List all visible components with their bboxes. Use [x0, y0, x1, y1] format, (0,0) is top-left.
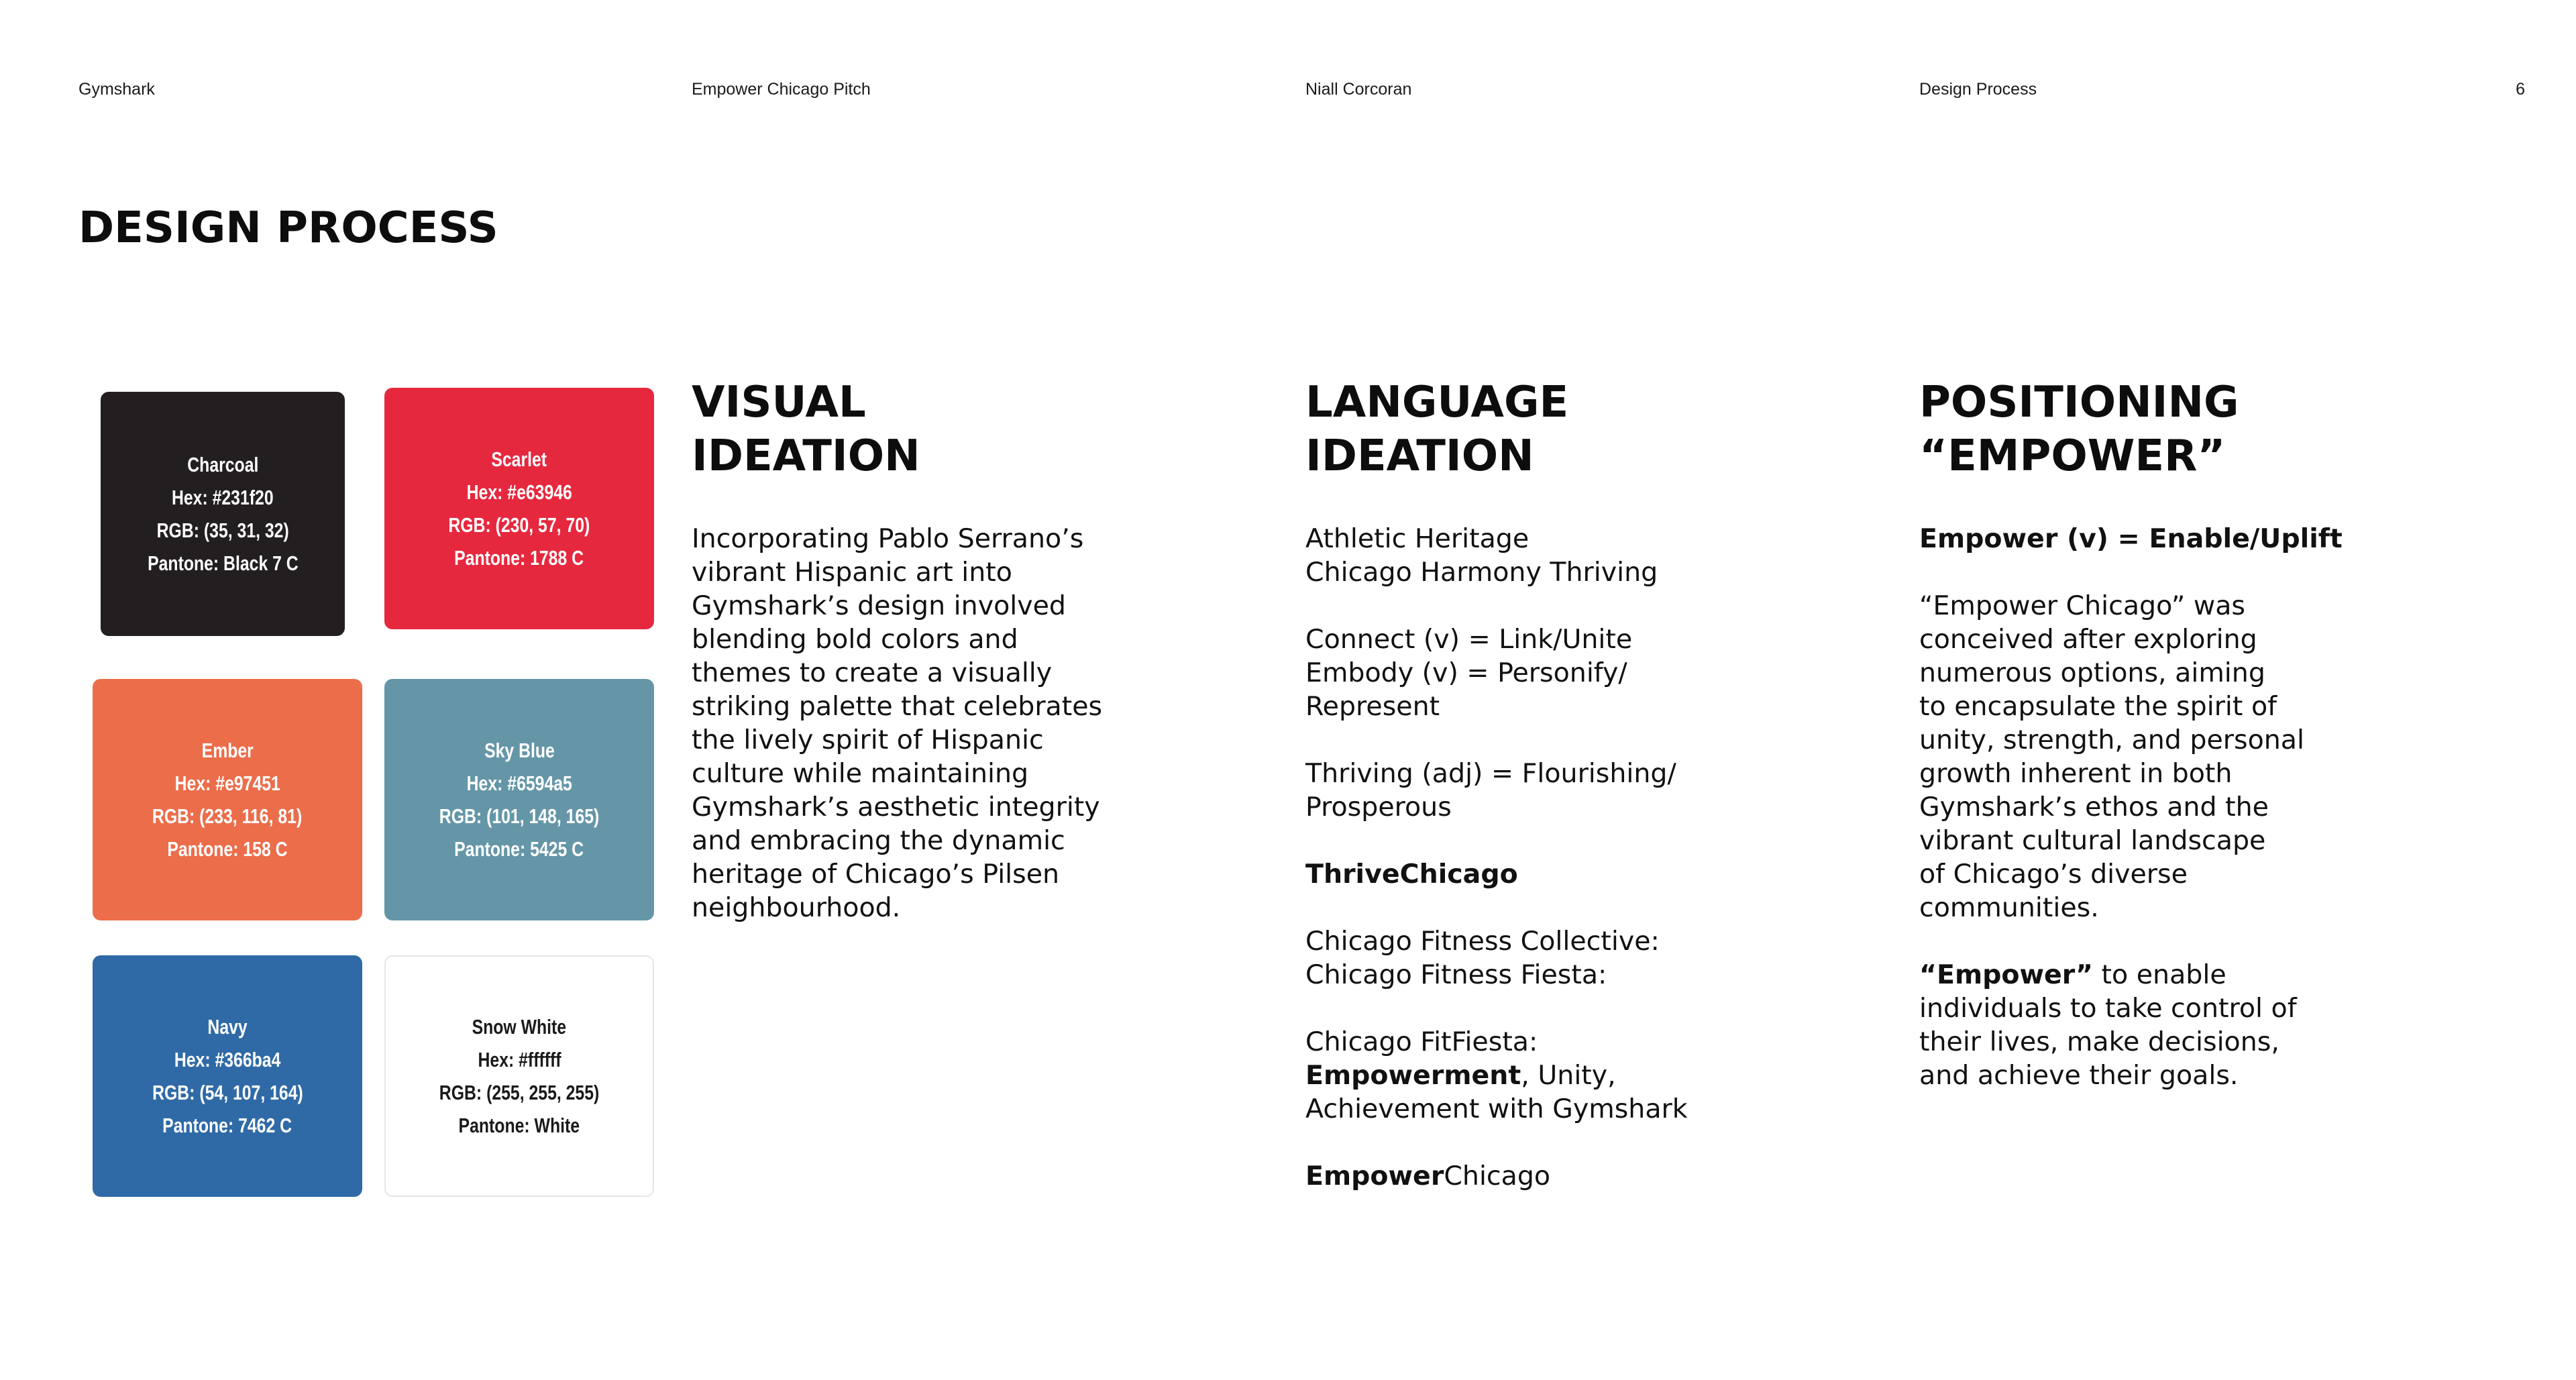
- swatch-name: Charcoal: [186, 453, 259, 476]
- heading-line: “EMPOWER”: [1919, 431, 2226, 481]
- text-line: and achieve their goals.: [1919, 1060, 2239, 1091]
- swatch-pantone: Pantone: White: [458, 1114, 580, 1137]
- swatch-hex: Hex: #231f20: [172, 486, 274, 509]
- heading-line: LANGUAGE: [1305, 378, 1569, 427]
- page-title: DESIGN PROCESS: [78, 203, 498, 253]
- text-line: Gymshark’s aesthetic integrity: [692, 792, 1100, 822]
- bold-term: Empower (v) = Enable/Uplift: [1919, 523, 2343, 554]
- swatch-name: Sky Blue: [484, 739, 555, 762]
- text-fragment: Chicago: [1444, 1161, 1551, 1191]
- text-line: heritage of Chicago’s Pilsen: [692, 859, 1060, 890]
- header-project: Empower Chicago Pitch: [692, 80, 871, 99]
- text-line: striking palette that celebrates: [692, 691, 1103, 722]
- positioning-paragraph: [1919, 992, 2402, 1092]
- swatch-rgb: RGB: (54, 107, 164): [152, 1081, 303, 1104]
- language-ideation-section: [1305, 376, 1788, 1193]
- swatch-rgb: RGB: (35, 31, 32): [156, 519, 289, 542]
- text-line: “Empower Chicago” was: [1919, 590, 2245, 621]
- swatch-hex: Hex: #6594a5: [466, 772, 572, 795]
- text-line: Represent: [1305, 691, 1440, 722]
- swatch-rgb: RGB: (101, 148, 165): [439, 804, 600, 828]
- swatch-pantone: Pantone: Black 7 C: [147, 551, 299, 575]
- visual-ideation-section: [692, 376, 1175, 924]
- text-line: Chicago Fitness Fiesta:: [1305, 959, 1607, 990]
- swatch-name: Snow White: [472, 1015, 567, 1039]
- swatch-hex: Hex: #ffffff: [478, 1048, 561, 1071]
- swatch-pantone: Pantone: 7462 C: [162, 1114, 292, 1137]
- visual-ideation-heading: [692, 376, 1175, 483]
- bold-term: Empowerment: [1305, 1060, 1521, 1091]
- text-line: Prosperous: [1305, 792, 1452, 822]
- text-line: communities.: [1919, 892, 2099, 923]
- text-line: Gymshark’s design involved: [692, 590, 1066, 621]
- text-line: their lives, make decisions,: [1919, 1026, 2279, 1057]
- text-line: of Chicago’s diverse: [1919, 859, 2188, 890]
- text-line: unity, strength, and personal: [1919, 725, 2304, 755]
- text-line: Chicago FitFiesta:: [1305, 1026, 1538, 1057]
- swatch-scarlet: [384, 388, 654, 629]
- swatch-snow-white: [384, 955, 654, 1197]
- heading-line: IDEATION: [1305, 431, 1534, 481]
- header-brand: Gymshark: [78, 80, 155, 99]
- swatch-hex: Hex: #366ba4: [174, 1048, 281, 1071]
- swatch-ember: [93, 679, 362, 920]
- text-line: Chicago Fitness Collective:: [1305, 926, 1660, 957]
- text-line: culture while maintaining: [692, 758, 1029, 789]
- text-line: [1305, 1059, 1788, 1092]
- text-line: the lively spirit of Hispanic: [692, 725, 1044, 755]
- page-number: 6: [2516, 80, 2525, 99]
- positioning-paragraph: [1919, 589, 2402, 924]
- text-line: conceived after exploring: [1919, 624, 2257, 655]
- swatch-sky-blue: [384, 679, 654, 920]
- language-ideation-heading: [1305, 376, 1788, 483]
- swatch-charcoal: [101, 392, 345, 636]
- text-line: vibrant cultural landscape: [1919, 825, 2266, 856]
- swatch-pantone: Pantone: 158 C: [167, 837, 288, 861]
- swatch-name: Navy: [207, 1015, 248, 1039]
- swatch-rgb: RGB: (230, 57, 70): [448, 513, 590, 537]
- text-line: numerous options, aiming: [1919, 657, 2265, 688]
- heading-line: VISUAL: [692, 378, 866, 427]
- text-line: Athletic Heritage: [1305, 523, 1529, 554]
- swatch-rgb: RGB: (233, 116, 81): [152, 804, 303, 828]
- header-author: Niall Corcoran: [1305, 80, 1412, 99]
- heading-line: POSITIONING: [1919, 378, 2239, 427]
- bold-term: ThriveChicago: [1305, 859, 1518, 890]
- text-line: Embody (v) = Personify/: [1305, 657, 1627, 688]
- text-line: Connect (v) = Link/Unite: [1305, 624, 1633, 655]
- positioning-heading: [1919, 376, 2402, 483]
- positioning-body: [1919, 522, 2402, 1092]
- text-line: Thriving (adj) = Flourishing/: [1305, 758, 1676, 789]
- positioning-section: [1919, 376, 2402, 1092]
- heading-line: IDEATION: [692, 431, 920, 481]
- text-line: to encapsulate the spirit of: [1919, 691, 2277, 722]
- text-line: themes to create a visually: [692, 657, 1053, 688]
- text-line: neighbourhood.: [692, 892, 901, 923]
- text-line: [1919, 958, 2402, 992]
- definition-line: [1919, 522, 2402, 555]
- text-line: vibrant Hispanic art into: [692, 557, 1012, 588]
- text-line: Achievement with Gymshark: [1305, 1094, 1688, 1124]
- swatch-pantone: Pantone: 5425 C: [454, 837, 584, 861]
- text-line: growth inherent in both: [1919, 758, 2233, 789]
- text-fragment: to enable: [2092, 959, 2226, 990]
- text-line: Incorporating Pablo Serrano’s: [692, 523, 1084, 554]
- text-line: Chicago Harmony Thriving: [1305, 557, 1658, 588]
- bold-term: “Empower”: [1919, 959, 2093, 990]
- swatch-navy: [93, 955, 362, 1197]
- swatch-hex: Hex: #e63946: [466, 480, 572, 504]
- text-fragment: , Unity,: [1521, 1060, 1616, 1091]
- text-line: [1305, 857, 1788, 891]
- swatch-hex: Hex: #e97451: [174, 772, 280, 795]
- swatch-pantone: Pantone: 1788 C: [454, 546, 584, 570]
- swatch-name: Ember: [201, 739, 254, 762]
- text-line: individuals to take control of: [1919, 993, 2297, 1024]
- language-ideation-body: [1305, 522, 1788, 1193]
- text-line: [1305, 1159, 1788, 1193]
- swatch-name: Scarlet: [491, 447, 547, 471]
- swatch-rgb: RGB: (255, 255, 255): [439, 1081, 600, 1104]
- bold-term: Empower: [1305, 1161, 1444, 1191]
- text-line: and embracing the dynamic: [692, 825, 1065, 856]
- text-line: Gymshark’s ethos and the: [1919, 792, 2269, 822]
- text-line: blending bold colors and: [692, 624, 1018, 655]
- header-section: Design Process: [1919, 80, 2037, 99]
- visual-ideation-body: [692, 522, 1175, 924]
